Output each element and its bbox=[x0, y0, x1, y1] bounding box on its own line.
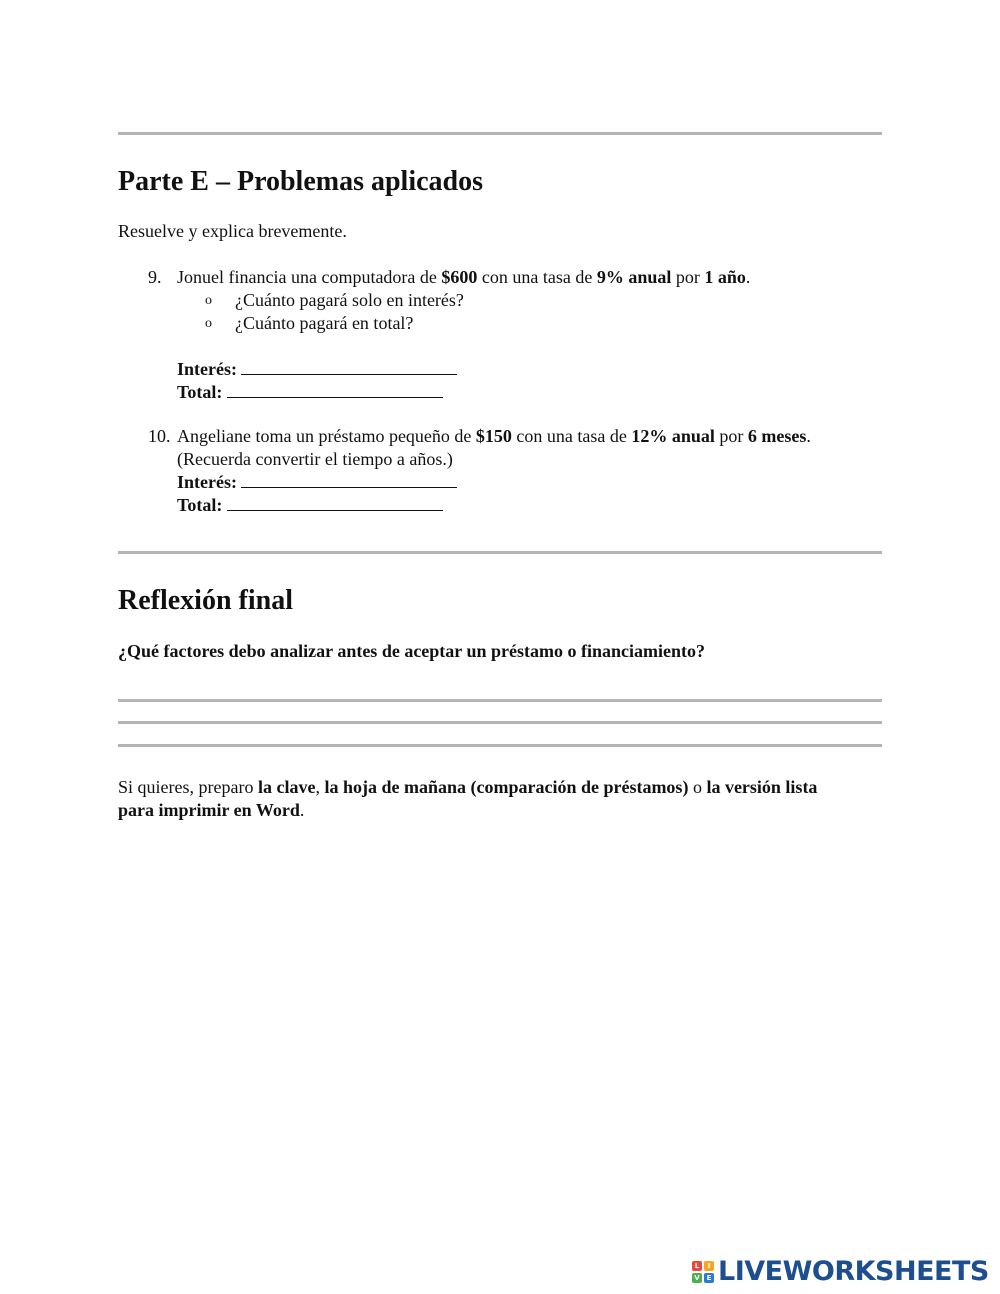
closing-line-2: para imprimir en Word. bbox=[118, 800, 305, 820]
liveworksheets-logo-icon: L I V E bbox=[692, 1261, 714, 1283]
problem-10-number: 10. bbox=[148, 426, 171, 446]
problem-9-total-blank[interactable] bbox=[227, 380, 443, 398]
problem-10-interest-row bbox=[177, 470, 457, 494]
part-e-instruction: Resuelve y explica brevemente. bbox=[118, 221, 347, 241]
total-label: Total: bbox=[177, 495, 223, 515]
problem-10-interest-blank[interactable] bbox=[241, 470, 457, 488]
section-divider-top bbox=[118, 132, 882, 135]
section-divider bbox=[118, 551, 882, 554]
problem-9-sub-question-2: ¿Cuánto pagará en total? bbox=[235, 313, 414, 333]
bullet-icon: o bbox=[205, 316, 212, 331]
reflection-question: ¿Qué factores debo analizar antes de aceptar un préstamo o financiamiento? bbox=[118, 641, 705, 661]
part-e-title: Parte E – Problemas aplicados bbox=[118, 166, 484, 197]
total-label: Total: bbox=[177, 382, 223, 402]
answer-line-3[interactable] bbox=[118, 744, 882, 747]
problem-10-text: Angeliane toma un préstamo pequeño de $150 con una tasa de 12% anual por 6 meses. bbox=[177, 426, 811, 446]
interest-label: Interés: bbox=[177, 359, 237, 379]
problem-10-total-blank[interactable] bbox=[227, 493, 443, 511]
problem-10-total-row bbox=[177, 493, 443, 517]
problem-9-interest-row bbox=[177, 357, 457, 381]
reflection-title: Reflexión final bbox=[118, 585, 293, 616]
problem-10-note: (Recuerda convertir el tiempo a años.) bbox=[177, 449, 453, 469]
problem-9-number: 9. bbox=[148, 267, 162, 287]
answer-line-1[interactable] bbox=[118, 699, 882, 702]
problem-9-interest-blank[interactable] bbox=[241, 357, 457, 375]
liveworksheets-logo-text: LIVEWORKSHEETS bbox=[718, 1256, 989, 1287]
answer-line-2[interactable] bbox=[118, 721, 882, 724]
liveworksheets-logo bbox=[692, 1256, 989, 1287]
problem-9-text: Jonuel financia una computadora de $600 con una tasa de 9% anual por 1 año. bbox=[177, 267, 751, 287]
problem-9-sub-question-1: ¿Cuánto pagará solo en interés? bbox=[235, 290, 464, 310]
problem-9-total-row bbox=[177, 380, 443, 404]
bullet-icon: o bbox=[205, 293, 212, 308]
closing-line-1: Si quieres, preparo la clave, la hoja de mañana (comparación de préstamos) o la versión lista bbox=[118, 777, 818, 797]
interest-label: Interés: bbox=[177, 472, 237, 492]
